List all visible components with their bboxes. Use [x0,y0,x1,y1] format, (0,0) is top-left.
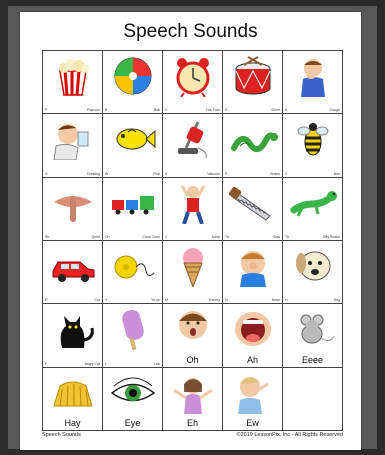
grid-cell [223,114,283,177]
vowel-sound-label: Hay [64,417,81,428]
grid-cell [43,241,103,304]
sound-letter: L [105,361,107,366]
grid-cell [103,368,163,431]
grid-cell [163,304,223,367]
sound-letter: M [165,298,168,303]
worksheet-page [20,12,361,450]
grid-cell [223,241,283,304]
picture-word: Nose [271,298,280,303]
grid-cell [43,114,103,177]
picture-word: Quiet [91,234,100,239]
grid-cell [283,114,343,177]
grid-cell [223,304,283,367]
picture-word: Yo-yo [151,298,160,303]
picture-word: Tick Tock [205,108,220,113]
sound-grid [42,50,343,431]
picture-word: Vacuum [207,171,220,176]
footer-title: Speech Sounds [42,432,81,438]
footer-copyright: ©2019 LessonPix, Inc - All Rights Reserved [236,432,343,438]
sound-letter: Y [105,298,108,303]
grid-cell [223,51,283,114]
sound-letter: D [225,108,228,113]
grid-cell [283,178,343,241]
grid-cell [223,178,283,241]
sound-letter: Sh [45,234,50,239]
picture-word: Snake [270,171,280,176]
picture-word: Ball [154,108,160,113]
picture-word: Saw [273,234,280,239]
picture-word: Popcorn [86,108,100,113]
sound-letter: B [105,108,108,113]
grid-cell [223,368,283,431]
picture-word: Dog [333,298,340,303]
picture-word: Yummy [208,298,220,303]
grid-cell [163,241,223,304]
sound-letter: R [45,298,48,303]
grid-cell [283,304,343,367]
sound-letter: S [225,171,228,176]
picture-word: Cough [329,108,340,113]
picture-word: Angry Cat [84,361,100,366]
grid-cell [43,368,103,431]
vowel-sound-label: Ew [246,417,259,428]
grid-cell [283,51,343,114]
picture-word: Car [94,298,100,303]
grid-cell [283,241,343,304]
picture-word: Drinking [87,171,100,176]
picture-word: Lick [153,361,160,366]
vowel-sound-label: Ah [246,354,258,365]
sound-letter: P [45,108,48,113]
grid-cell [43,304,103,367]
grid-cell [43,51,103,114]
sound-letter: Th [285,234,290,239]
sound-letter: F [45,361,48,366]
sound-letter: W [105,171,109,176]
sound-letter: G [45,171,48,176]
vowel-sound-label: Eeee [301,354,324,365]
picture-word: Drum [271,108,280,113]
grid-cell [103,241,163,304]
grid-cell [43,178,103,241]
grid-cell [283,368,343,431]
page-title: Speech Sounds [123,21,258,42]
sound-letter: K [285,108,288,113]
grid-cell [163,114,223,177]
grid-cell [103,51,163,114]
grid-cell [103,304,163,367]
grid-cell [163,368,223,431]
sound-letter: J [165,234,167,239]
sound-letter: V [165,171,168,176]
picture-word: Jump [211,234,220,239]
grid-cell [163,178,223,241]
sound-letter: Th [225,234,230,239]
vowel-sound-label: Eye [124,417,141,428]
grid-cell [103,114,163,177]
picture-word: Silly Snake [322,234,340,239]
sound-letter: H [285,298,288,303]
vowel-sound-label: Oh [186,354,199,365]
sound-letter: Z [285,171,288,176]
picture-word: Bee [333,171,340,176]
vowel-sound-label: Eh [186,417,198,428]
grid-cell [103,178,163,241]
sound-letter: C [165,108,168,113]
picture-word: Fish [153,171,160,176]
sound-letter: Ch [105,234,110,239]
sound-letter: N [225,298,228,303]
picture-word: Choo Choo [142,234,160,239]
grid-cell [163,51,223,114]
